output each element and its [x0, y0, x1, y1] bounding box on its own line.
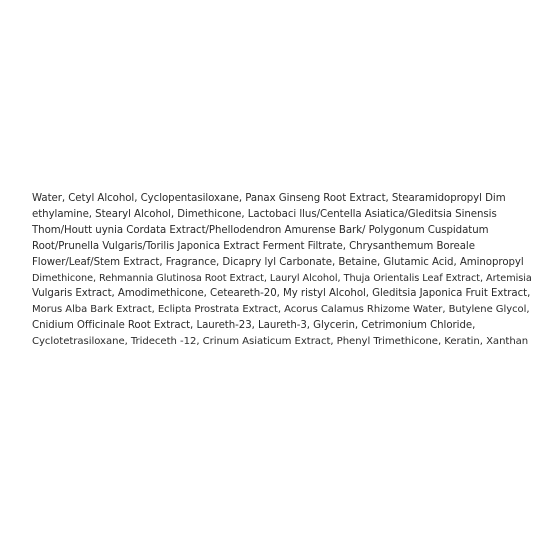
ingredients-line: Dimethicone, Rehmannia Glutinosa Root Extract, Lauryl Alcohol, Thuja Orientalis Leaf Extract, Artemisia: [32, 272, 532, 284]
ingredients-line: Thom/Houtt uynia Cordata Extract/Phellodendron Amurense Bark/ Polygonum Cuspidatum: [32, 224, 489, 236]
ingredients-line: Root/Prunella Vulgaris/Torilis Japonica Extract Ferment Filtrate, Chrysanthemum Boreale: [32, 240, 475, 252]
ingredients-line: Cnidium Officinale Root Extract, Laureth-23, Laureth-3, Glycerin, Cetrimonium Chloride,: [32, 320, 476, 332]
ingredients-text-block: [32, 191, 532, 350]
ingredients-line: Cyclotetrasiloxane, Trideceth -12, Crinum Asiaticum Extract, Phenyl Trimethicone, Keratin, Xanthan: [32, 336, 529, 348]
ingredients-line: Vulgaris Extract, Amodimethicone, Ceteareth-20, My ristyl Alcohol, Gleditsia Japonica Fruit Extract,: [32, 288, 531, 300]
ingredients-line: ethylamine, Stearyl Alcohol, Dimethicone, Lactobaci llus/Centella Asiatica/Gleditsia Sinensis: [32, 208, 497, 220]
ingredients-line: Morus Alba Bark Extract, Eclipta Prostrata Extract, Acorus Calamus Rhizome Water, Butylene Glycol,: [32, 304, 530, 316]
ingredients-line: Water, Cetyl Alcohol, Cyclopentasiloxane, Panax Ginseng Root Extract, Stearamidopropyl Dim: [32, 193, 506, 204]
ingredients-line: Flower/Leaf/Stem Extract, Fragrance, Dicapry lyl Carbonate, Betaine, Glutamic Acid, Aminopropyl: [32, 256, 524, 268]
